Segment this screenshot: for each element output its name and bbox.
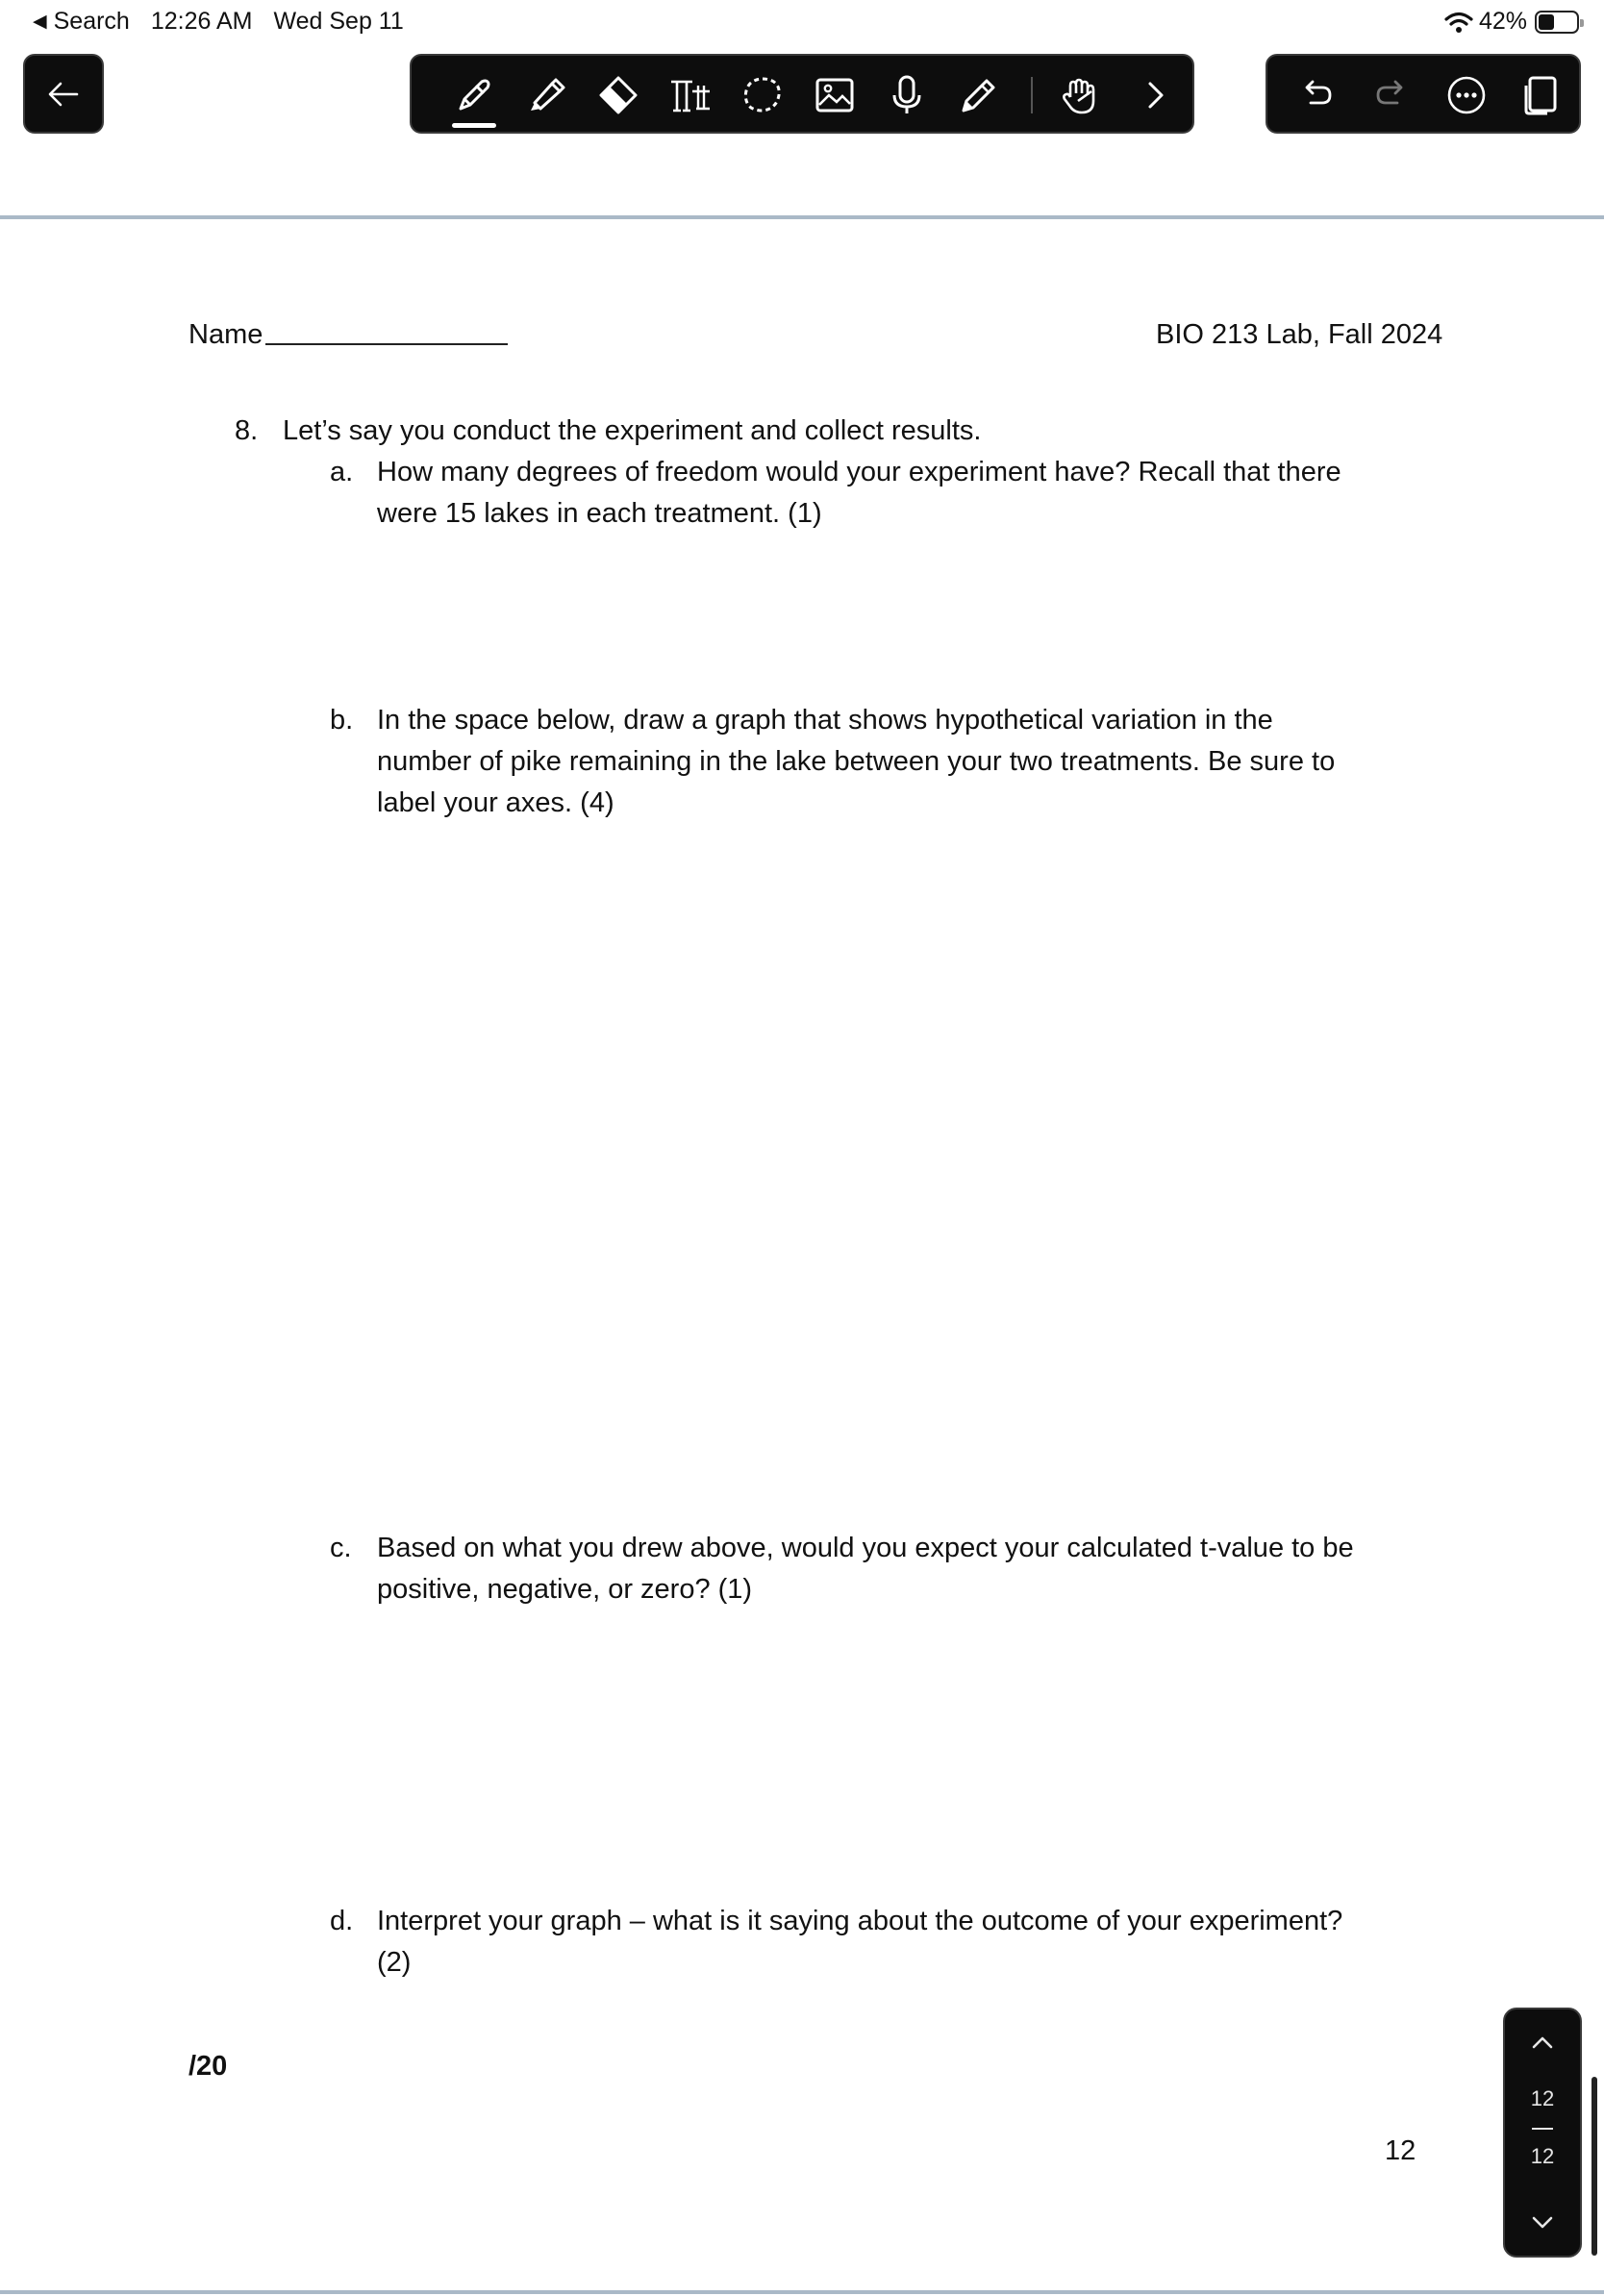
part-a-line-1: How many degrees of freedom would your experiment have? Recall that there	[377, 457, 1341, 487]
previous-page-button[interactable]	[1505, 2019, 1580, 2067]
part-a-line-2: were 15 lakes in each treatment. (1)	[377, 498, 822, 529]
page-number: 12	[1385, 2135, 1416, 2166]
scrollbar-thumb[interactable]	[1591, 2077, 1597, 2256]
back-to-app-label[interactable]: Search	[53, 8, 130, 35]
part-b-label: b.	[330, 705, 354, 736]
question-number: 8.	[235, 415, 259, 446]
part-d-label: d.	[330, 1906, 354, 1936]
part-c-label: c.	[330, 1533, 352, 1563]
part-b-line-3: label your axes. (4)	[377, 787, 614, 818]
battery-percent: 42%	[1478, 8, 1527, 35]
part-c-line-2: positive, negative, or zero? (1)	[377, 1574, 753, 1605]
name-blank	[265, 343, 508, 345]
status-date: Wed Sep 11	[273, 8, 404, 35]
total-pages: 12	[1530, 2144, 1555, 2168]
back-to-app-icon[interactable]: ◀	[33, 12, 47, 32]
part-b-line-2: number of pike remaining in the lake between your two treatments. Be sure to	[377, 746, 1336, 777]
chevron-down-icon	[1528, 2208, 1557, 2236]
name-label: Name	[188, 319, 263, 350]
part-c-line-1: Based on what you drew above, would you expect your calculated t-value to be	[377, 1533, 1354, 1563]
part-a-label: a.	[330, 457, 354, 487]
part-b-line-1: In the space below, draw a graph that shows hypothetical variation in the	[377, 705, 1273, 736]
page-navigator	[1503, 2008, 1582, 2258]
question-text: Let’s say you conduct the experiment and collect results.	[283, 415, 982, 446]
course-header: BIO 213 Lab, Fall 2024	[1156, 319, 1443, 350]
score-total: /20	[188, 2051, 228, 2082]
chevron-up-icon	[1528, 2029, 1557, 2058]
part-d-line-1: Interpret your graph – what is it saying about the outcome of your experiment?	[377, 1906, 1343, 1936]
status-time: 12:26 AM	[150, 8, 253, 35]
current-page: 12	[1530, 2086, 1555, 2110]
page-bottom-border	[0, 2290, 1604, 2294]
next-page-button[interactable]	[1505, 2198, 1580, 2246]
part-d-line-2: (2)	[377, 1947, 412, 1978]
page-fraction-bar	[1532, 2128, 1553, 2130]
